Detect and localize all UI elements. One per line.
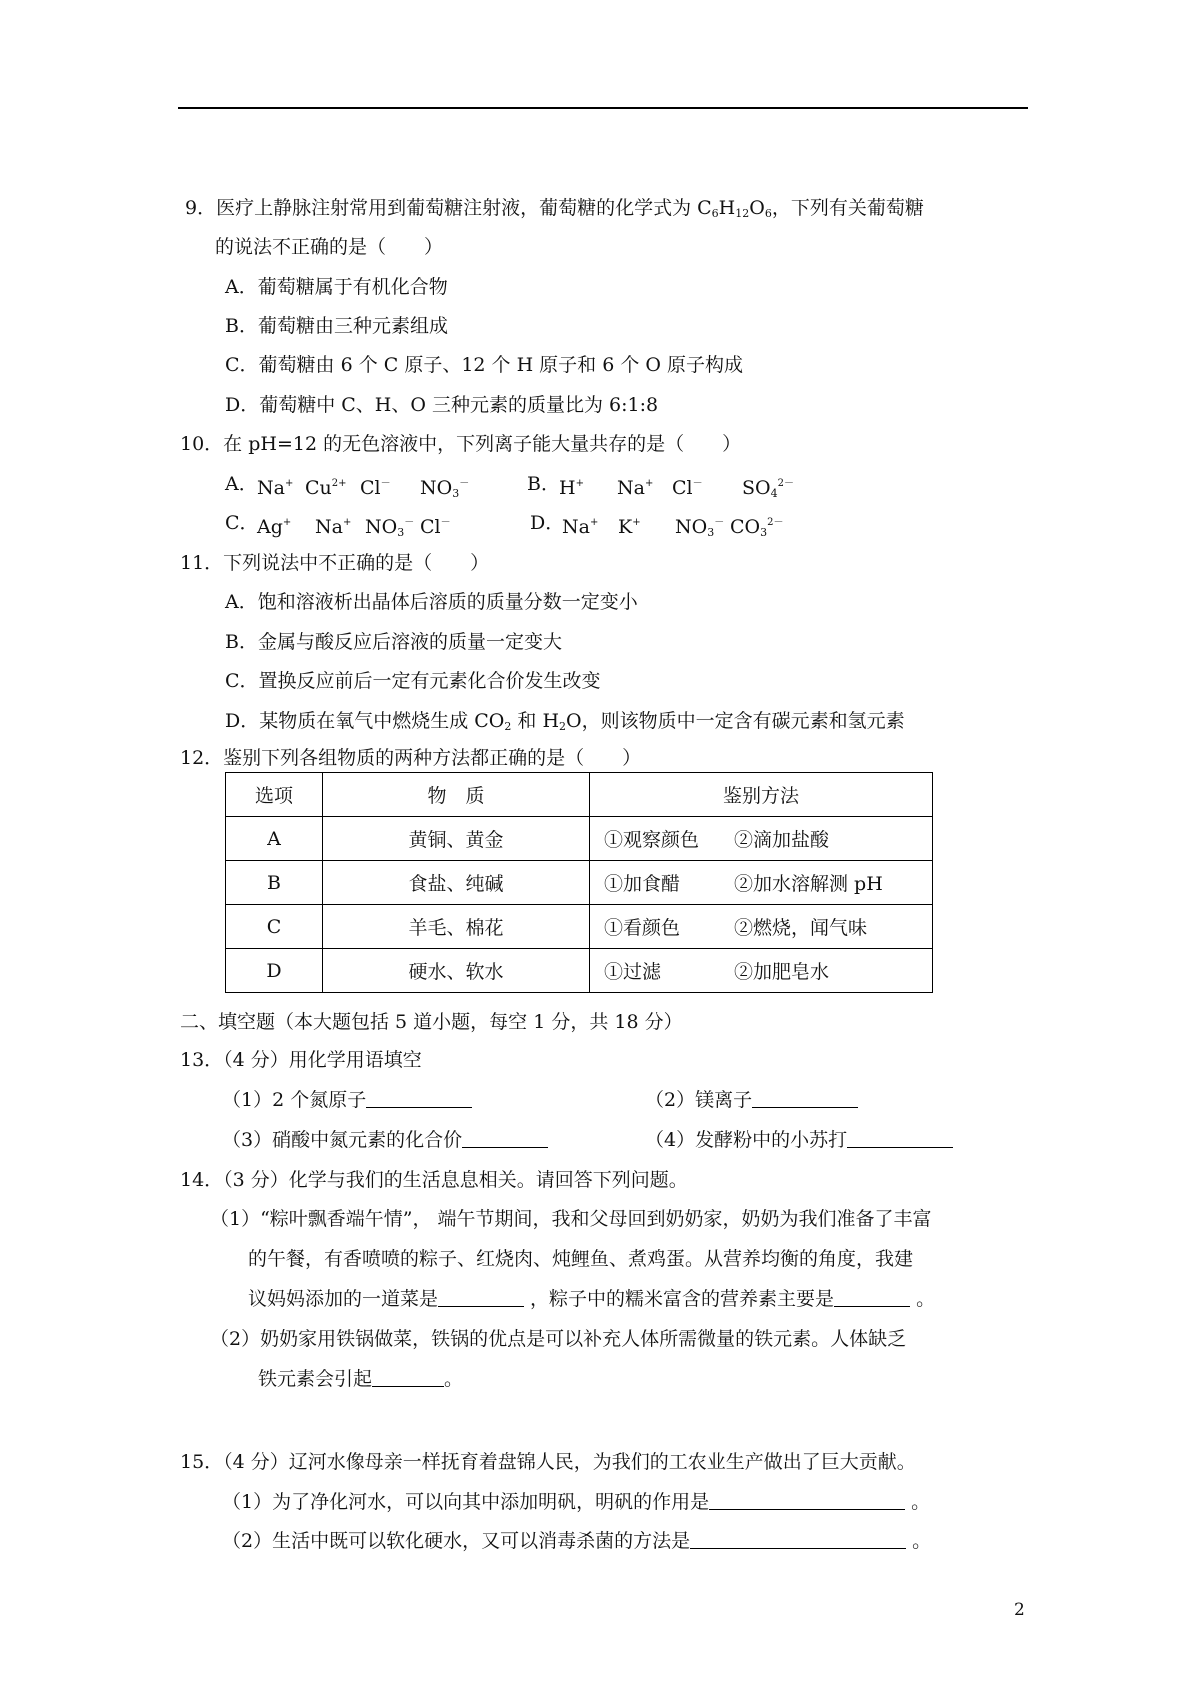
header-substance: 物 质 <box>323 773 590 817</box>
section-heading: 二、填空题（本大题包括 5 道小题，每空 1 分，共 18 分） <box>180 1011 683 1033</box>
row-substance: 羊毛、棉花 <box>323 905 590 949</box>
q14-stem: 14．（3 分）化学与我们的生活息息相关。请回答下列问题。 <box>180 1169 688 1191</box>
q14-part1-line1: （1）“粽叶飘香端午情”， 端午节期间，我和父母回到奶奶家，奶奶为我们准备了丰富 <box>210 1208 932 1230</box>
row-method: ①加食醋 ②加水溶解测 pH <box>590 861 933 905</box>
header-rule <box>178 107 1028 109</box>
row-method: ①看颜色 ②燃烧，闻气味 <box>590 905 933 949</box>
answer-blank[interactable] <box>709 1491 905 1510</box>
q13-part4: （4）发酵粉中的小苏打 <box>645 1128 953 1152</box>
q10-option-c: C． Ag+ Na+ $NO_3^-$ Cl－ <box>225 512 451 539</box>
q15-stem: 15．（4 分）辽河水像母亲一样抚育着盘锦人民，为我们的工农业生产做出了巨大贡献。 <box>180 1451 916 1473</box>
answer-blank[interactable] <box>372 1368 444 1387</box>
q15-part2: （2）生活中既可以软化硬水，又可以消毒杀菌的方法是 。 <box>222 1530 932 1552</box>
answer-blank[interactable] <box>438 1288 524 1307</box>
q11-option-d: D．某物质在氧气中燃烧生成 $CO_2$ 和 $H_2O$，则该物质中一定含有碳元素和氢元素 <box>225 710 905 733</box>
q10-stem: 10．在 pH=12 的无色溶液中，下列离子能大量共存的是（ ） <box>180 433 742 455</box>
q11-option-a: A．饱和溶液析出晶体后溶质的质量分数一定变小 <box>225 591 638 613</box>
row-option: D <box>226 949 323 993</box>
q14-part1-line2: 的午餐，有香喷喷的粽子、红烧肉、炖鲤鱼、煮鸡蛋。从营养均衡的角度，我建 <box>248 1248 914 1270</box>
q15-part1: （1）为了净化河水，可以向其中添加明矾，明矾的作用是 。 <box>222 1491 931 1513</box>
q12-stem: 12．鉴别下列各组物质的两种方法都正确的是（ ） <box>180 747 642 769</box>
table-row <box>226 905 933 949</box>
q13-part1: （1）2 个氮原子 <box>222 1088 472 1112</box>
q14-part2-line1: （2）奶奶家用铁锅做菜，铁锅的优点是可以补充人体所需微量的铁元素。人体缺乏 <box>210 1328 907 1350</box>
q9-option-b: B．葡萄糖由三种元素组成 <box>225 315 448 337</box>
q9-option-c: C．葡萄糖由 6 个 C 原子、12 个 H 原子和 6 个 O 原子构成 <box>225 354 744 376</box>
table-row <box>226 949 933 993</box>
q10-option-a: A． Na+ $Cu^{2+}$ Cl－ $NO_3^-$ <box>225 473 470 500</box>
table-row <box>226 817 933 861</box>
answer-blank[interactable] <box>462 1129 548 1148</box>
q9-stem-line2: 的说法不正确的是（ ） <box>215 236 444 258</box>
row-method: ①过滤 ②加肥皂水 <box>590 949 933 993</box>
row-option: B <box>226 861 323 905</box>
row-method: ①观察颜色 ②滴加盐酸 <box>590 817 933 861</box>
row-option: A <box>226 817 323 861</box>
answer-blank[interactable] <box>690 1530 906 1549</box>
q14-part1-line3: 议妈妈添加的一道菜是 ，粽子中的糯米富含的营养素主要是 。 <box>248 1288 936 1310</box>
identification-table <box>225 772 933 993</box>
q11-stem: 11．下列说法中不正确的是（ ） <box>180 552 490 574</box>
row-substance: 硬水、软水 <box>323 949 590 993</box>
answer-blank[interactable] <box>847 1129 953 1148</box>
q14-part2-line2: 铁元素会引起 。 <box>258 1368 464 1390</box>
row-substance: 食盐、纯碱 <box>323 861 590 905</box>
row-option: C <box>226 905 323 949</box>
page-number: 2 <box>1014 1600 1025 1620</box>
q9-option-a: A．葡萄糖属于有机化合物 <box>225 276 448 298</box>
table-header-row <box>226 773 933 817</box>
row-substance: 黄铜、黄金 <box>323 817 590 861</box>
table-row <box>226 861 933 905</box>
answer-blank[interactable] <box>752 1089 858 1108</box>
q10-option-d: D． Na+ K+ $NO_3^-$ $CO_3^{2-}$ <box>530 512 784 539</box>
q13-part2: （2）镁离子 <box>645 1088 858 1112</box>
header-method: 鉴别方法 <box>590 773 933 817</box>
q11-option-c: C．置换反应前后一定有元素化合价发生改变 <box>225 670 601 692</box>
q9-stem-line1: 9．医疗上静脉注射常用到葡萄糖注射液，葡萄糖的化学式为 $C_6H_{12}O_6$，下列有关葡萄糖 <box>185 197 924 220</box>
answer-blank[interactable] <box>366 1089 472 1108</box>
q13-stem: 13．（4 分）用化学用语填空 <box>180 1049 422 1071</box>
q9-option-d: D．葡萄糖中 C、H、O 三种元素的质量比为 6:1:8 <box>225 394 659 416</box>
answer-blank[interactable] <box>834 1288 910 1307</box>
q11-option-b: B．金属与酸反应后溶液的质量一定变大 <box>225 631 562 653</box>
q10-option-b: B． H+ Na+ Cl－ $SO_4^{2-}$ <box>527 473 794 500</box>
header-option: 选项 <box>226 773 323 817</box>
q13-part3: （3）硝酸中氮元素的化合价 <box>222 1128 548 1152</box>
